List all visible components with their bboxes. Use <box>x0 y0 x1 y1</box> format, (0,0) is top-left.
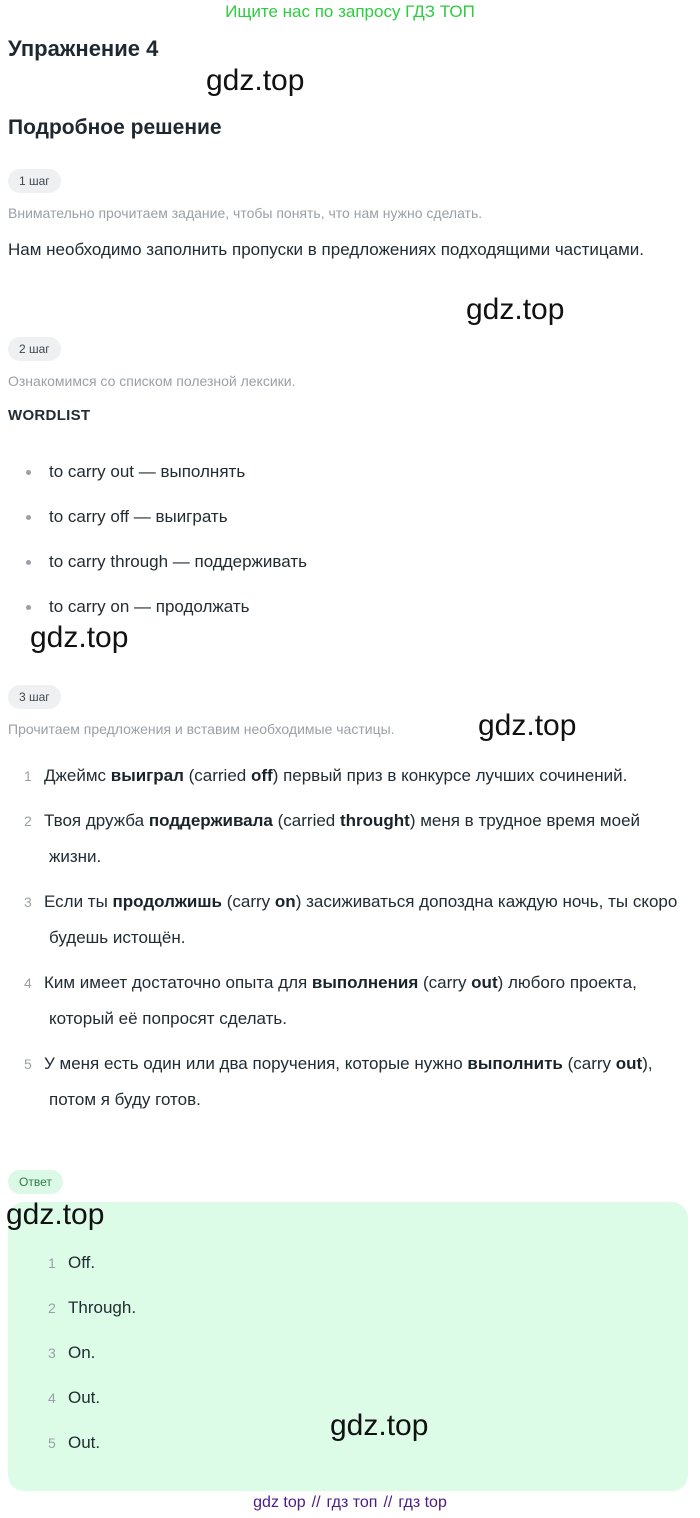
sentence-text: (carry <box>418 973 472 992</box>
particle-bold: off <box>250 766 273 785</box>
item-number: 3 <box>24 894 32 910</box>
sentence-text: ) первый приз в конкурсе лучших сочинений. <box>272 766 628 785</box>
watermark: gdz.top <box>330 1409 429 1442</box>
sentence-text: ), потом я буду готов. <box>49 1054 653 1109</box>
item-number: 4 <box>24 975 32 991</box>
word-entry: to carry out — выполнять <box>49 462 246 481</box>
sentence-text: (carry <box>222 892 275 911</box>
list-item <box>0 965 700 1037</box>
list-item <box>0 1046 700 1118</box>
list-item <box>0 1243 136 1288</box>
particle-bold: throught <box>339 811 410 830</box>
item-number: 1 <box>48 1255 56 1271</box>
sentence-text: У меня есть один или два поручения, которые нужно <box>44 1054 468 1073</box>
step-1-badge: 1 шаг <box>8 169 61 193</box>
list-item <box>0 758 700 794</box>
step-3-hint: Прочитаем предложения и вставим необходимые частицы. <box>8 721 395 737</box>
bullet-icon <box>26 470 31 475</box>
translation-bold: выполнить <box>467 1054 563 1073</box>
item-number: 1 <box>24 768 32 784</box>
answer-text: Off. <box>68 1253 96 1272</box>
item-number: 5 <box>24 1056 32 1072</box>
sentence-text: (carry <box>562 1054 616 1073</box>
sentence-text: Джеймс <box>44 766 111 785</box>
answer-text: Through. <box>68 1298 137 1317</box>
item-number: 5 <box>48 1435 56 1451</box>
footer-link[interactable]: гдз топ <box>326 1494 378 1511</box>
bullet-icon <box>26 605 31 610</box>
sentence-text: ) любого проекта, который её попросят сделать. <box>49 973 637 1028</box>
watermark: gdz.top <box>478 709 577 742</box>
list-item <box>0 1378 136 1423</box>
step-3-badge: 3 шаг <box>8 685 61 709</box>
step-2-badge: 2 шаг <box>8 337 61 361</box>
answer-text: Out. <box>68 1433 101 1452</box>
particle-bold: out <box>471 973 498 992</box>
answer-text: Out. <box>68 1388 101 1407</box>
list-item <box>0 884 700 956</box>
translation-bold: продолжишь <box>112 892 223 911</box>
list-item <box>0 1288 136 1333</box>
sentence-text: ) засиживаться допоздна каждую ночь, ты скоро будешь истощён. <box>49 892 678 947</box>
item-number: 2 <box>24 813 32 829</box>
section-title: Подробное решение <box>8 116 222 139</box>
item-number: 2 <box>48 1300 56 1316</box>
watermark: gdz.top <box>206 64 305 97</box>
wordlist <box>0 452 307 632</box>
translation-bold: поддерживала <box>148 811 273 830</box>
particle-bold: on <box>274 892 296 911</box>
search-banner: Ищите нас по запросу ГДЗ ТОП <box>225 2 475 21</box>
bullet-icon <box>26 560 31 565</box>
sentence-text: Твоя дружба <box>44 811 149 830</box>
sentence-text: (carried <box>272 811 340 830</box>
sentence-text: Ким имеет достаточно опыта для <box>44 973 312 992</box>
sentence-text: ) меня в трудное время моей жизни. <box>49 811 641 866</box>
answer-list <box>0 1243 136 1468</box>
word-entry: to carry on — продолжать <box>49 597 250 616</box>
list-item <box>0 1333 136 1378</box>
watermark: gdz.top <box>6 1198 105 1231</box>
footer-link[interactable]: гдз top <box>398 1494 447 1511</box>
footer-links <box>0 1492 700 1514</box>
sentence-list <box>0 758 700 1127</box>
footer-separator: // <box>383 1494 393 1511</box>
list-item <box>0 542 307 587</box>
item-number: 4 <box>48 1390 56 1406</box>
step-1-hint: Внимательно прочитаем задание, чтобы понять, что нам нужно сделать. <box>8 205 483 221</box>
step-2-hint: Ознакомимся со списком полезной лексики. <box>8 373 296 389</box>
wordlist-title: WORDLIST <box>8 407 91 424</box>
sentence-text: (carried <box>183 766 251 785</box>
bullet-icon <box>26 515 31 520</box>
watermark: gdz.top <box>30 621 129 654</box>
watermark: gdz.top <box>466 293 565 326</box>
list-item <box>0 803 700 875</box>
item-number: 3 <box>48 1345 56 1361</box>
list-item <box>0 1423 136 1468</box>
footer-link[interactable]: gdz top <box>253 1494 306 1511</box>
list-item <box>0 452 307 497</box>
step-1-text: Нам необходимо заполнить пропуски в предложениях подходящими частицами. <box>8 240 645 259</box>
translation-bold: выиграл <box>110 766 184 785</box>
word-entry: to carry through — поддерживать <box>49 552 307 571</box>
answer-text: On. <box>68 1343 96 1362</box>
list-item <box>0 497 307 542</box>
answer-badge: Ответ <box>8 1170 63 1194</box>
word-entry: to carry off — выиграть <box>49 507 228 526</box>
particle-bold: out <box>615 1054 643 1073</box>
translation-bold: выполнения <box>311 973 419 992</box>
exercise-title: Упражнение 4 <box>8 36 159 61</box>
footer-separator: // <box>311 1494 321 1511</box>
sentence-text: Если ты <box>44 892 113 911</box>
